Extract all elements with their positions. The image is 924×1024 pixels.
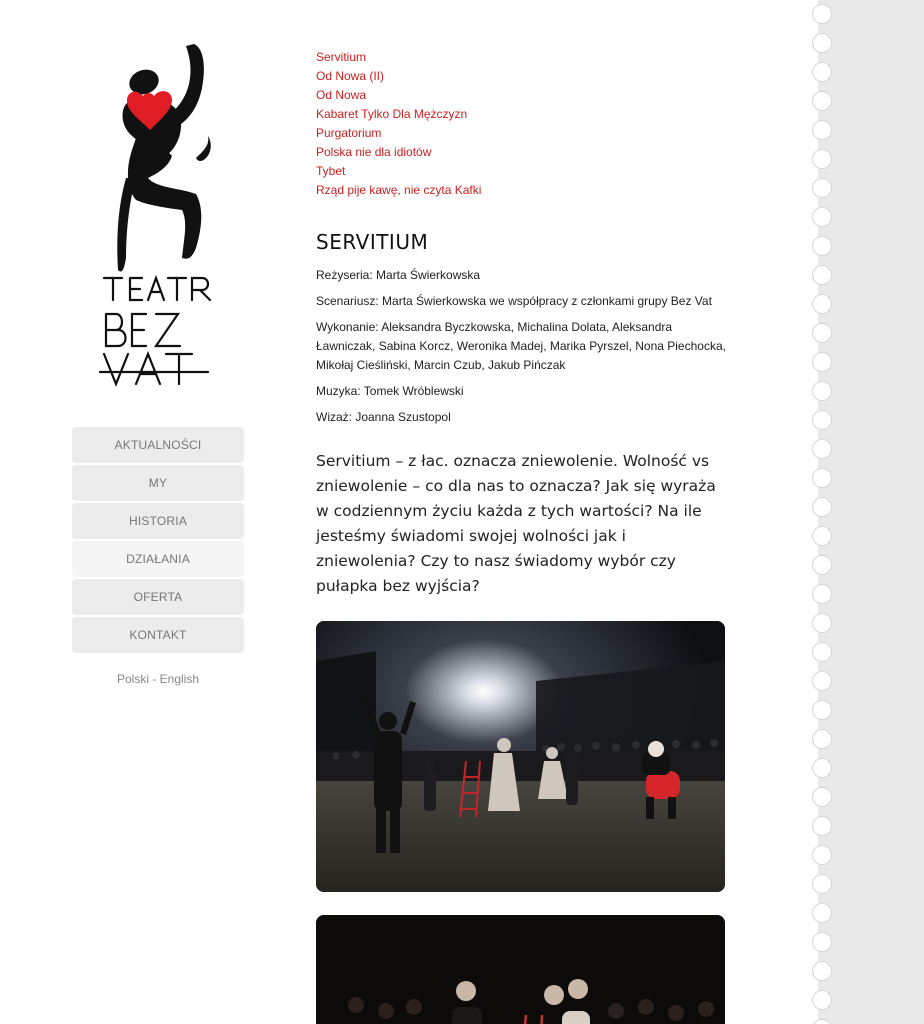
- perforation-hole: [812, 149, 832, 169]
- perforation-hole: [812, 352, 832, 372]
- perforation-hole: [812, 642, 832, 662]
- perforation-hole: [812, 787, 832, 807]
- perforation-hole: [812, 526, 832, 546]
- main-content: [316, 48, 726, 1024]
- perforation-hole: [812, 323, 832, 343]
- nav-item-aktualnosci[interactable]: AKTUALNOŚCI: [72, 427, 244, 463]
- article-lead: Servitium – z łac. oznacza zniewolenie. Wolność vs zniewolenie – co dla nas to oznacza? Jak się wyraża w codziennym życiu każda z tych wartości? Na ile jesteśmy świadomi swojej wolności jak i zniewolenia? Czy to nasz świadomy wybór czy pułapka bez wyjścia?: [316, 452, 716, 595]
- credit-music: Muzyka: Tomek Wróblewski: [316, 384, 464, 398]
- main-navigation: [72, 427, 244, 655]
- perforation-hole: [812, 671, 832, 691]
- perforation-hole: [812, 700, 832, 720]
- credits-block: [316, 266, 726, 427]
- perforation-hole: [812, 178, 832, 198]
- nav-item-dzialania[interactable]: DZIAŁANIA: [72, 541, 244, 577]
- perforation-hole: [812, 932, 832, 952]
- language-switcher: [72, 672, 244, 686]
- production-link[interactable]: Servitium: [316, 50, 367, 64]
- production-link[interactable]: Tybet: [316, 164, 346, 178]
- performance-photo-2[interactable]: [316, 915, 725, 1024]
- perforation-hole: [812, 961, 832, 981]
- perforation-hole: [812, 584, 832, 604]
- lang-separator: -: [148, 672, 160, 686]
- article-title: SERVITIUM: [316, 230, 429, 254]
- perforation-hole: [812, 4, 832, 24]
- credit-script: Scenariusz: Marta Świerkowska we współpracy z członkami grupy Bez Vat: [316, 294, 712, 308]
- lang-polski-link[interactable]: Polski: [116, 672, 149, 686]
- perforation-hole: [812, 555, 832, 575]
- production-link[interactable]: Kabaret Tylko Dla Mężczyzn: [316, 107, 468, 121]
- production-link[interactable]: Od Nowa (II): [316, 69, 385, 83]
- perforation-hole: [812, 758, 832, 778]
- perforation-hole: [812, 497, 832, 517]
- perforation-hole: [812, 33, 832, 53]
- productions-list: [316, 48, 726, 200]
- perforation-hole: [812, 903, 832, 923]
- production-link[interactable]: Rząd pije kawę, nie czyta Kafki: [316, 183, 482, 197]
- perforation-hole: [812, 874, 832, 894]
- nav-item-kontakt[interactable]: KONTAKT: [72, 617, 244, 653]
- perforation-hole: [812, 468, 832, 488]
- production-link[interactable]: Purgatorium: [316, 126, 382, 140]
- perforation-hole: [812, 1019, 832, 1024]
- perforation-hole: [812, 381, 832, 401]
- perforation-hole: [812, 410, 832, 430]
- perforation-hole: [812, 845, 832, 865]
- performance-photo-1[interactable]: [316, 621, 725, 892]
- perforation-hole: [812, 990, 832, 1010]
- perforation-hole: [812, 62, 832, 82]
- perforation-hole: [812, 236, 832, 256]
- perforation-hole: [812, 439, 832, 459]
- lang-english-link[interactable]: English: [159, 672, 200, 686]
- nav-item-my[interactable]: MY: [72, 465, 244, 501]
- perforation-hole: [812, 294, 832, 314]
- production-link[interactable]: Od Nowa: [316, 88, 367, 102]
- credit-makeup: Wizaż: Joanna Szustopol: [316, 410, 451, 424]
- perforation-hole: [812, 91, 832, 111]
- credit-direction: Reżyseria: Marta Świerkowska: [316, 268, 481, 282]
- nav-item-historia[interactable]: HISTORIA: [72, 503, 244, 539]
- perforation-hole: [812, 120, 832, 140]
- dancer-logo-icon: [96, 38, 226, 390]
- perforation-hole: [812, 265, 832, 285]
- perforation-hole: [812, 729, 832, 749]
- credit-cast: Wykonanie: Aleksandra Byczkowska, Michalina Dolata, Aleksandra Ławniczak, Sabina Korcz, Weronika Madej, Marika Pyrszel, Nona Piechocka, Mikołaj Cieśliński, Marcin Czub, Jakub Pińczak: [316, 320, 726, 372]
- perforation-holes: [812, 0, 834, 1024]
- perforation-hole: [812, 207, 832, 227]
- nav-item-oferta[interactable]: OFERTA: [72, 579, 244, 615]
- perforation-hole: [812, 816, 832, 836]
- site-logo[interactable]: [96, 38, 226, 390]
- perforation-hole: [812, 613, 832, 633]
- production-link[interactable]: Polska nie dla idiotów: [316, 145, 432, 159]
